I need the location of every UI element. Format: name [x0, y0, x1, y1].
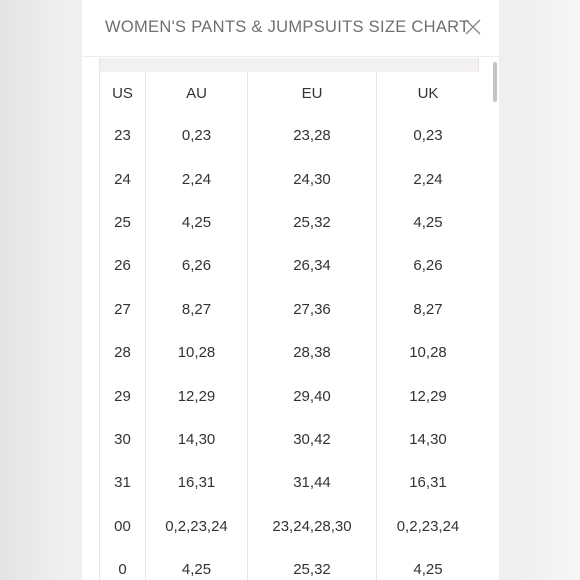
table-top-band [99, 58, 479, 72]
cell-au: 4,25 [146, 201, 248, 244]
cell-uk: 2,24 [377, 157, 480, 200]
modal-title: WOMEN'S PANTS & JUMPSUITS SIZE CHART [105, 18, 470, 36]
cell-au: 12,29 [146, 374, 248, 417]
cell-eu: 26,34 [248, 244, 377, 287]
scrollbar-thumb[interactable] [493, 62, 497, 102]
cell-au: 8,27 [146, 288, 248, 331]
table-row [100, 114, 480, 157]
table-row [100, 244, 480, 287]
table-row [100, 288, 480, 331]
cell-au: 6,26 [146, 244, 248, 287]
cell-eu: 23,24,28,30 [248, 505, 377, 548]
cell-uk: 10,28 [377, 331, 480, 374]
header-uk: UK [377, 72, 480, 114]
cell-au: 10,28 [146, 331, 248, 374]
cell-uk: 0,23 [377, 114, 480, 157]
cell-uk: 4,25 [377, 201, 480, 244]
cell-uk: 6,26 [377, 244, 480, 287]
cell-eu: 27,36 [248, 288, 377, 331]
table-row [100, 331, 480, 374]
cell-us: 23 [100, 114, 146, 157]
cell-eu: 29,40 [248, 374, 377, 417]
cell-us: 27 [100, 288, 146, 331]
cell-eu: 31,44 [248, 461, 377, 504]
cell-au: 4,25 [146, 548, 248, 580]
cell-eu: 24,30 [248, 157, 377, 200]
cell-us: 00 [100, 505, 146, 548]
cell-au: 14,30 [146, 418, 248, 461]
cell-us: 0 [100, 548, 146, 580]
header-au: AU [146, 72, 248, 114]
cell-uk: 4,25 [377, 548, 480, 580]
cell-uk: 12,29 [377, 374, 480, 417]
cell-uk: 0,2,23,24 [377, 505, 480, 548]
table-row [100, 157, 480, 200]
table-row [100, 505, 480, 548]
cell-us: 25 [100, 201, 146, 244]
table-row [100, 201, 480, 244]
modal-header [82, 0, 499, 57]
close-button[interactable] [462, 16, 484, 38]
header-eu: EU [248, 72, 377, 114]
size-table-container [99, 58, 479, 580]
table-row [100, 374, 480, 417]
cell-us: 26 [100, 244, 146, 287]
close-icon [462, 16, 484, 38]
size-chart-table [99, 72, 479, 580]
table-row [100, 418, 480, 461]
cell-us: 28 [100, 331, 146, 374]
cell-eu: 30,42 [248, 418, 377, 461]
header-us: US [100, 72, 146, 114]
cell-au: 0,2,23,24 [146, 505, 248, 548]
cell-au: 0,23 [146, 114, 248, 157]
cell-au: 2,24 [146, 157, 248, 200]
cell-uk: 8,27 [377, 288, 480, 331]
cell-eu: 25,32 [248, 201, 377, 244]
size-chart-modal [82, 0, 499, 580]
cell-eu: 28,38 [248, 331, 377, 374]
table-row [100, 548, 480, 580]
cell-us: 31 [100, 461, 146, 504]
cell-eu: 25,32 [248, 548, 377, 580]
cell-au: 16,31 [146, 461, 248, 504]
cell-us: 24 [100, 157, 146, 200]
table-header-row [100, 72, 480, 114]
cell-us: 30 [100, 418, 146, 461]
cell-us: 29 [100, 374, 146, 417]
cell-uk: 14,30 [377, 418, 480, 461]
table-row [100, 461, 480, 504]
cell-eu: 23,28 [248, 114, 377, 157]
cell-uk: 16,31 [377, 461, 480, 504]
